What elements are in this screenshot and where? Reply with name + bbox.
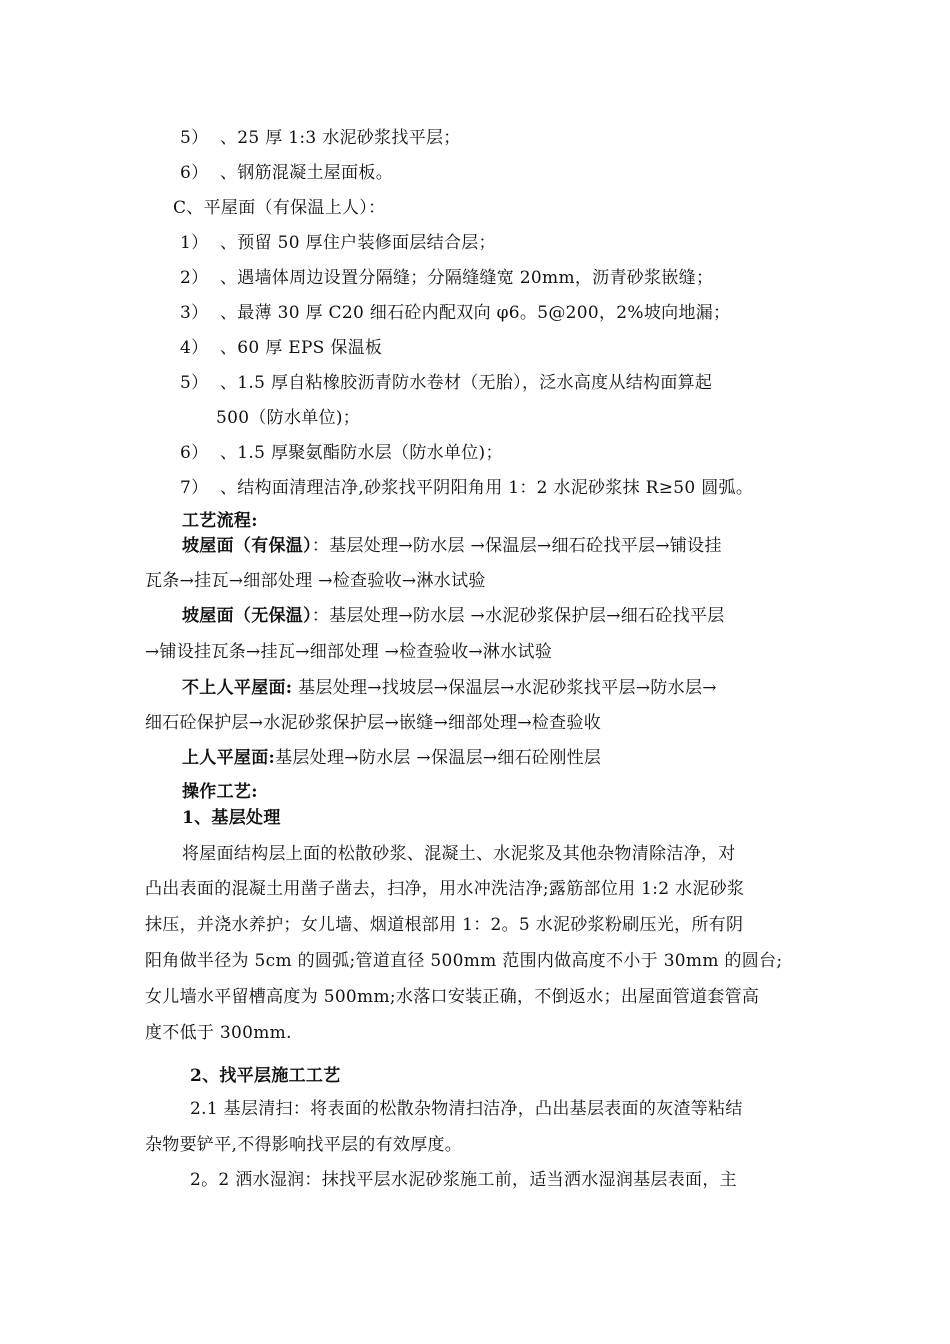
process-label: 上人平屋面:: [182, 748, 276, 768]
process-line: →铺设挂瓦条→挂瓦→细部处理 →检查验收→淋水试验: [145, 642, 553, 662]
list-text: 、结构面清理洁净,砂浆找平阴阳角用 1：2 水泥砂浆抹 R≥50 圆弧。: [220, 478, 754, 498]
list-item: [180, 301, 730, 325]
list-number: 5）: [180, 373, 209, 393]
list-number: 5）: [180, 128, 209, 148]
process-title: 工艺流程:: [182, 511, 258, 531]
paragraph-line: 凸出表面的混凝土用凿子凿去，扫净，用水冲洗洁净;露筋部位用 1:2 水泥砂浆: [145, 879, 745, 899]
paragraph-line: 将屋面结构层上面的松散砂浆、混凝土、水泥浆及其他杂物清除洁净，对: [182, 844, 736, 864]
process-label: 坡屋面（无保温）: [182, 606, 312, 626]
process-line: [182, 604, 725, 628]
process-text: 基层处理→找坡层→保温层→水泥砂浆找平层→防水层→: [292, 678, 717, 698]
list-number: 3）: [180, 303, 209, 323]
list-item: [180, 441, 503, 465]
list-item: [180, 231, 496, 255]
paragraph-line: 2.1 基层清扫：将表面的松散杂物清扫洁净，凸出基层表面的灰渣等粘结: [190, 1099, 743, 1119]
paragraph-line: 度不低于 300mm.: [145, 1023, 292, 1043]
list-text: 、最薄 30 厚 C20 细石砼内配双向 φ6。5@200，2%坡向地漏；: [220, 303, 731, 323]
list-text: 、1.5 厚自粘橡胶沥青防水卷材（无胎），泛水高度从结构面算起: [220, 373, 713, 393]
list-item: [180, 371, 712, 395]
list-text: 、1.5 厚聚氨酯防水层（防水单位)；: [220, 443, 503, 463]
list-item: [180, 161, 393, 185]
subsection-title: 1、基层处理: [182, 808, 281, 828]
process-line: [182, 676, 717, 700]
paragraph-line: 女儿墙水平留槽高度为 500mm;水落口安装正确，不倒返水；出屋面管道套管高: [145, 987, 760, 1007]
list-text: 、预留 50 厚住户装修面层结合层；: [220, 233, 496, 253]
process-line: [182, 534, 722, 558]
list-text: 、25 厚 1:3 水泥砂浆找平层；: [220, 128, 461, 148]
paragraph-line: 杂物要铲平,不得影响找平层的有效厚度。: [145, 1135, 463, 1155]
list-number: 6）: [180, 163, 209, 183]
process-line: [182, 746, 601, 770]
list-text: 、60 厚 EPS 保温板: [220, 338, 383, 358]
paragraph-line: 2。2 洒水湿润：抹找平层水泥砂浆施工前，适当洒水湿润基层表面，主: [190, 1170, 737, 1190]
list-item: [180, 266, 713, 290]
list-number: 7）: [180, 478, 209, 498]
list-item: [180, 476, 753, 500]
process-line: 瓦条→挂瓦→细部处理 →检查验收→淋水试验: [145, 571, 486, 591]
section-heading: C、平屋面（有保温上人）：: [173, 198, 386, 218]
process-line: 细石砼保护层→水泥砂浆保护层→嵌缝→细部处理→检查验收: [145, 713, 602, 733]
paragraph-line: 阳角做半径为 5cm 的圆弧;管道直径 500mm 范围内做高度不小于 30mm 的圆台;: [145, 951, 783, 971]
list-number: 6）: [180, 443, 209, 463]
paragraph-line: 抹压，并浇水养护；女儿墙、烟道根部用 1：2。5 水泥砂浆粉刷压光，所有阴: [145, 915, 744, 935]
list-text: 、遇墙体周边设置分隔缝；分隔缝缝宽 20mm，沥青砂浆嵌缝；: [220, 268, 714, 288]
process-text: 基层处理→防水层 →保温层→细石砼刚性层: [275, 748, 602, 768]
list-item-continuation: 500（防水单位)；: [216, 408, 361, 428]
process-text: ：基层处理→防水层 →水泥砂浆保护层→细石砼找平层: [311, 606, 725, 626]
list-item: [180, 336, 382, 360]
list-number: 2）: [180, 268, 209, 288]
list-number: 1）: [180, 233, 209, 253]
list-text: 、钢筋混凝土屋面板。: [220, 163, 393, 183]
operation-title: 操作工艺:: [182, 782, 258, 802]
process-text: ：基层处理→防水层 →保温层→细石砼找平层→铺设挂: [311, 536, 722, 556]
list-number: 4）: [180, 338, 209, 358]
process-label: 不上人平屋面:: [182, 678, 293, 698]
list-item: [180, 126, 461, 150]
subsection-title: 2、找平层施工工艺: [190, 1066, 341, 1086]
process-label: 坡屋面（有保温）: [182, 536, 312, 556]
